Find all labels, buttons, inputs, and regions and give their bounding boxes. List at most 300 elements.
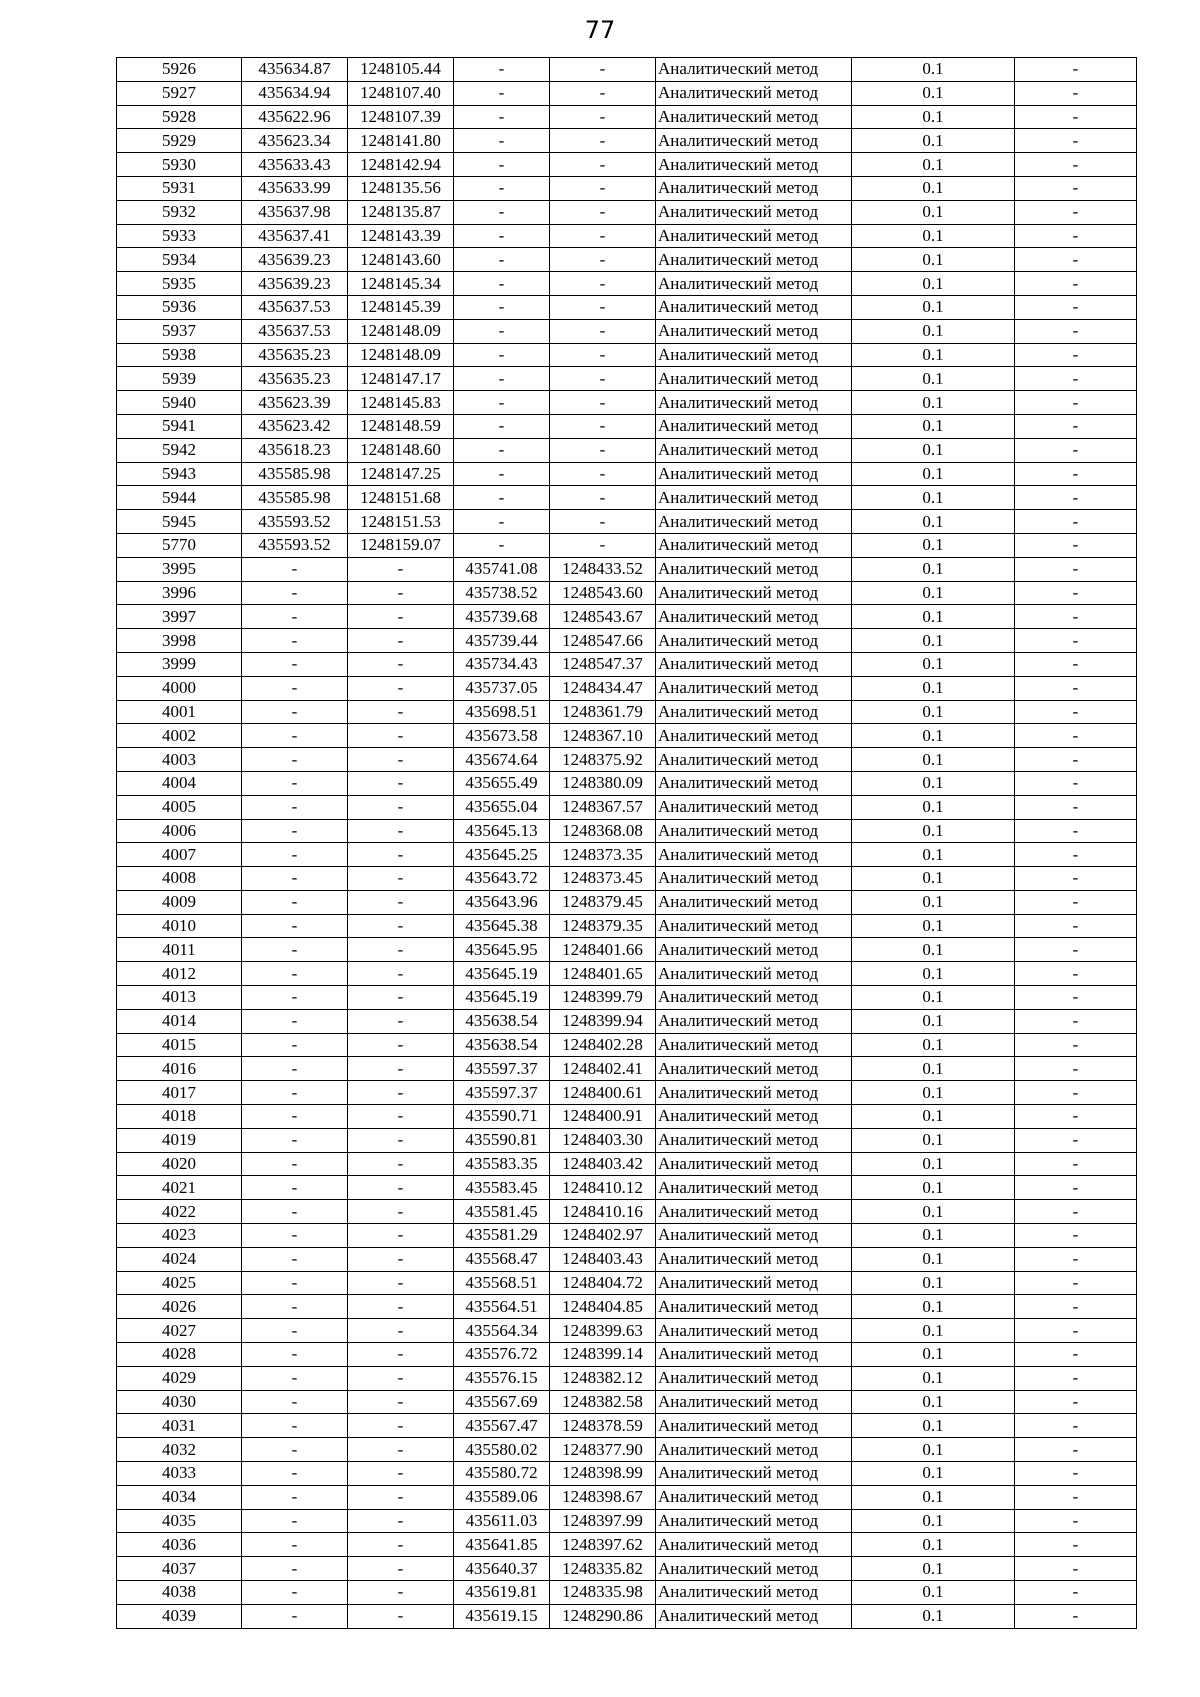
y-existing-cell: - (348, 748, 454, 772)
y-refined-cell: 1248382.58 (550, 1390, 656, 1414)
accuracy-cell: 0.1 (852, 1581, 1015, 1605)
x-refined-cell: 435590.81 (454, 1128, 550, 1152)
table-row (117, 391, 1137, 415)
y-refined-cell: 1248400.91 (550, 1105, 656, 1129)
table-row (117, 1224, 1137, 1248)
x-existing-cell: - (242, 771, 348, 795)
table-row (117, 367, 1137, 391)
point-number-cell: 5941 (117, 414, 242, 438)
method-cell: Аналитический метод (656, 1295, 852, 1319)
description-cell: - (1015, 724, 1137, 748)
y-refined-cell: 1248402.41 (550, 1057, 656, 1081)
accuracy-cell: 0.1 (852, 629, 1015, 653)
description-cell: - (1015, 224, 1137, 248)
table-row (117, 272, 1137, 296)
y-existing-cell: - (348, 1128, 454, 1152)
x-refined-cell: - (454, 81, 550, 105)
y-refined-cell: 1248401.66 (550, 938, 656, 962)
x-existing-cell: - (242, 962, 348, 986)
accuracy-cell: 0.1 (852, 1319, 1015, 1343)
y-existing-cell: - (348, 986, 454, 1010)
method-cell: Аналитический метод (656, 1081, 852, 1105)
accuracy-cell: 0.1 (852, 1033, 1015, 1057)
x-existing-cell: 435634.94 (242, 81, 348, 105)
method-cell: Аналитический метод (656, 343, 852, 367)
description-cell: - (1015, 1105, 1137, 1129)
accuracy-cell: 0.1 (852, 438, 1015, 462)
description-cell: - (1015, 462, 1137, 486)
description-cell: - (1015, 1152, 1137, 1176)
table-row (117, 1604, 1137, 1628)
y-existing-cell: - (348, 867, 454, 891)
y-refined-cell: 1248397.62 (550, 1533, 656, 1557)
x-refined-cell: 435583.45 (454, 1176, 550, 1200)
y-refined-cell: 1248399.79 (550, 986, 656, 1010)
y-refined-cell: 1248361.79 (550, 700, 656, 724)
y-refined-cell: - (550, 295, 656, 319)
method-cell: Аналитический метод (656, 1343, 852, 1367)
x-refined-cell: 435655.49 (454, 771, 550, 795)
x-refined-cell: 435597.37 (454, 1057, 550, 1081)
description-cell: - (1015, 391, 1137, 415)
point-number-cell: 4002 (117, 724, 242, 748)
accuracy-cell: 0.1 (852, 319, 1015, 343)
x-existing-cell: - (242, 1271, 348, 1295)
point-number-cell: 4039 (117, 1604, 242, 1628)
accuracy-cell: 0.1 (852, 391, 1015, 415)
y-refined-cell: - (550, 414, 656, 438)
y-existing-cell: - (348, 1319, 454, 1343)
point-number-cell: 3999 (117, 652, 242, 676)
x-refined-cell: 435590.71 (454, 1105, 550, 1129)
y-refined-cell: - (550, 391, 656, 415)
x-existing-cell: 435623.42 (242, 414, 348, 438)
method-cell: Аналитический метод (656, 652, 852, 676)
table-row (117, 1485, 1137, 1509)
y-existing-cell: 1248107.39 (348, 105, 454, 129)
method-cell: Аналитический метод (656, 938, 852, 962)
y-refined-cell: 1248397.99 (550, 1509, 656, 1533)
accuracy-cell: 0.1 (852, 248, 1015, 272)
point-number-cell: 5770 (117, 533, 242, 557)
x-existing-cell: 435635.23 (242, 343, 348, 367)
x-existing-cell: 435593.52 (242, 533, 348, 557)
x-existing-cell: 435585.98 (242, 462, 348, 486)
y-refined-cell: 1248403.30 (550, 1128, 656, 1152)
description-cell: - (1015, 248, 1137, 272)
x-existing-cell: - (242, 652, 348, 676)
point-number-cell: 4011 (117, 938, 242, 962)
method-cell: Аналитический метод (656, 58, 852, 82)
x-existing-cell: - (242, 1009, 348, 1033)
accuracy-cell: 0.1 (852, 1366, 1015, 1390)
accuracy-cell: 0.1 (852, 1009, 1015, 1033)
table-row (117, 58, 1137, 82)
point-number-cell: 4010 (117, 914, 242, 938)
method-cell: Аналитический метод (656, 1414, 852, 1438)
y-existing-cell: - (348, 1485, 454, 1509)
y-refined-cell: 1248402.28 (550, 1033, 656, 1057)
description-cell: - (1015, 652, 1137, 676)
description-cell: - (1015, 486, 1137, 510)
method-cell: Аналитический метод (656, 867, 852, 891)
y-refined-cell: 1248398.99 (550, 1462, 656, 1486)
description-cell: - (1015, 795, 1137, 819)
point-number-cell: 5936 (117, 295, 242, 319)
y-existing-cell: - (348, 1152, 454, 1176)
x-existing-cell: - (242, 1438, 348, 1462)
y-refined-cell: - (550, 81, 656, 105)
method-cell: Аналитический метод (656, 1462, 852, 1486)
description-cell: - (1015, 1414, 1137, 1438)
y-existing-cell: - (348, 795, 454, 819)
table-row (117, 1009, 1137, 1033)
table-row (117, 1105, 1137, 1129)
y-refined-cell: 1248401.65 (550, 962, 656, 986)
method-cell: Аналитический метод (656, 1485, 852, 1509)
accuracy-cell: 0.1 (852, 1485, 1015, 1509)
y-refined-cell: - (550, 224, 656, 248)
x-refined-cell: 435739.68 (454, 605, 550, 629)
y-refined-cell: 1248402.97 (550, 1224, 656, 1248)
point-number-cell: 4000 (117, 676, 242, 700)
x-refined-cell: 435738.52 (454, 581, 550, 605)
table-row (117, 200, 1137, 224)
point-number-cell: 5937 (117, 319, 242, 343)
description-cell: - (1015, 843, 1137, 867)
point-number-cell: 4021 (117, 1176, 242, 1200)
y-existing-cell: - (348, 1581, 454, 1605)
accuracy-cell: 0.1 (852, 1081, 1015, 1105)
method-cell: Аналитический метод (656, 224, 852, 248)
y-refined-cell: 1248373.45 (550, 867, 656, 891)
y-existing-cell: - (348, 1295, 454, 1319)
y-refined-cell: 1248398.67 (550, 1485, 656, 1509)
method-cell: Аналитический метод (656, 438, 852, 462)
table-row (117, 1128, 1137, 1152)
y-existing-cell: 1248147.25 (348, 462, 454, 486)
method-cell: Аналитический метод (656, 1319, 852, 1343)
y-existing-cell: - (348, 1247, 454, 1271)
table-row (117, 1319, 1137, 1343)
x-refined-cell: 435741.08 (454, 557, 550, 581)
y-existing-cell: - (348, 1414, 454, 1438)
description-cell: - (1015, 1581, 1137, 1605)
x-refined-cell: 435645.38 (454, 914, 550, 938)
y-refined-cell: 1248399.14 (550, 1343, 656, 1367)
method-cell: Аналитический метод (656, 248, 852, 272)
y-refined-cell: - (550, 438, 656, 462)
method-cell: Аналитический метод (656, 605, 852, 629)
accuracy-cell: 0.1 (852, 962, 1015, 986)
method-cell: Аналитический метод (656, 1152, 852, 1176)
method-cell: Аналитический метод (656, 414, 852, 438)
accuracy-cell: 0.1 (852, 462, 1015, 486)
method-cell: Аналитический метод (656, 771, 852, 795)
description-cell: - (1015, 771, 1137, 795)
table-row (117, 914, 1137, 938)
y-existing-cell: - (348, 652, 454, 676)
x-existing-cell: - (242, 629, 348, 653)
method-cell: Аналитический метод (656, 367, 852, 391)
x-refined-cell: 435580.72 (454, 1462, 550, 1486)
description-cell: - (1015, 1366, 1137, 1390)
y-existing-cell: 1248148.09 (348, 343, 454, 367)
x-refined-cell: - (454, 391, 550, 415)
y-refined-cell: 1248378.59 (550, 1414, 656, 1438)
accuracy-cell: 0.1 (852, 867, 1015, 891)
point-number-cell: 4026 (117, 1295, 242, 1319)
method-cell: Аналитический метод (656, 676, 852, 700)
description-cell: - (1015, 867, 1137, 891)
x-refined-cell: 435645.19 (454, 962, 550, 986)
x-existing-cell: 435639.23 (242, 272, 348, 296)
x-existing-cell: - (242, 819, 348, 843)
page-number: 77 (584, 16, 616, 44)
description-cell: - (1015, 81, 1137, 105)
description-cell: - (1015, 748, 1137, 772)
point-number-cell: 4018 (117, 1105, 242, 1129)
method-cell: Аналитический метод (656, 1557, 852, 1581)
point-number-cell: 4029 (117, 1366, 242, 1390)
y-refined-cell: 1248335.98 (550, 1581, 656, 1605)
description-cell: - (1015, 153, 1137, 177)
y-refined-cell: 1248290.86 (550, 1604, 656, 1628)
method-cell: Аналитический метод (656, 1271, 852, 1295)
table-row (117, 1557, 1137, 1581)
table-row (117, 533, 1137, 557)
y-existing-cell: 1248135.56 (348, 176, 454, 200)
accuracy-cell: 0.1 (852, 819, 1015, 843)
x-existing-cell: - (242, 1128, 348, 1152)
y-existing-cell: 1248135.87 (348, 200, 454, 224)
y-refined-cell: 1248547.66 (550, 629, 656, 653)
table-row (117, 819, 1137, 843)
point-number-cell: 5933 (117, 224, 242, 248)
point-number-cell: 5930 (117, 153, 242, 177)
x-existing-cell: - (242, 1105, 348, 1129)
method-cell: Аналитический метод (656, 724, 852, 748)
y-refined-cell: - (550, 200, 656, 224)
y-existing-cell: 1248107.40 (348, 81, 454, 105)
description-cell: - (1015, 700, 1137, 724)
accuracy-cell: 0.1 (852, 105, 1015, 129)
y-refined-cell: 1248543.60 (550, 581, 656, 605)
y-existing-cell: - (348, 843, 454, 867)
x-existing-cell: - (242, 700, 348, 724)
table-row (117, 605, 1137, 629)
point-number-cell: 4023 (117, 1224, 242, 1248)
x-existing-cell: 435637.98 (242, 200, 348, 224)
table-row (117, 748, 1137, 772)
y-refined-cell: 1248433.52 (550, 557, 656, 581)
accuracy-cell: 0.1 (852, 1343, 1015, 1367)
description-cell: - (1015, 272, 1137, 296)
description-cell: - (1015, 295, 1137, 319)
y-refined-cell: 1248410.16 (550, 1200, 656, 1224)
accuracy-cell: 0.1 (852, 1295, 1015, 1319)
point-number-cell: 4036 (117, 1533, 242, 1557)
description-cell: - (1015, 1224, 1137, 1248)
y-existing-cell: 1248145.83 (348, 391, 454, 415)
point-number-cell: 4006 (117, 819, 242, 843)
y-existing-cell: 1248142.94 (348, 153, 454, 177)
point-number-cell: 5928 (117, 105, 242, 129)
point-number-cell: 4017 (117, 1081, 242, 1105)
table-row (117, 1176, 1137, 1200)
x-existing-cell: - (242, 914, 348, 938)
point-number-cell: 4020 (117, 1152, 242, 1176)
y-existing-cell: - (348, 962, 454, 986)
table-row (117, 1509, 1137, 1533)
y-existing-cell: - (348, 1009, 454, 1033)
y-refined-cell: - (550, 462, 656, 486)
table-row (117, 1247, 1137, 1271)
y-refined-cell: 1248410.12 (550, 1176, 656, 1200)
accuracy-cell: 0.1 (852, 890, 1015, 914)
x-refined-cell: - (454, 462, 550, 486)
table-row (117, 153, 1137, 177)
point-number-cell: 5943 (117, 462, 242, 486)
y-existing-cell: - (348, 1366, 454, 1390)
point-number-cell: 4034 (117, 1485, 242, 1509)
x-existing-cell: - (242, 1533, 348, 1557)
x-existing-cell: - (242, 1557, 348, 1581)
y-refined-cell: 1248375.92 (550, 748, 656, 772)
y-existing-cell: 1248145.34 (348, 272, 454, 296)
x-refined-cell: 435576.15 (454, 1366, 550, 1390)
x-existing-cell: - (242, 1033, 348, 1057)
description-cell: - (1015, 914, 1137, 938)
method-cell: Аналитический метод (656, 1390, 852, 1414)
y-existing-cell: - (348, 1604, 454, 1628)
x-refined-cell: - (454, 319, 550, 343)
description-cell: - (1015, 1057, 1137, 1081)
x-refined-cell: - (454, 153, 550, 177)
x-refined-cell: 435640.37 (454, 1557, 550, 1581)
y-existing-cell: - (348, 581, 454, 605)
table-row (117, 176, 1137, 200)
point-number-cell: 5926 (117, 58, 242, 82)
table-row (117, 557, 1137, 581)
method-cell: Аналитический метод (656, 819, 852, 843)
description-cell: - (1015, 1604, 1137, 1628)
point-number-cell: 4033 (117, 1462, 242, 1486)
x-existing-cell: - (242, 1343, 348, 1367)
method-cell: Аналитический метод (656, 700, 852, 724)
accuracy-cell: 0.1 (852, 1247, 1015, 1271)
y-existing-cell: 1248147.17 (348, 367, 454, 391)
method-cell: Аналитический метод (656, 557, 852, 581)
accuracy-cell: 0.1 (852, 58, 1015, 82)
y-existing-cell: - (348, 724, 454, 748)
y-refined-cell: - (550, 176, 656, 200)
method-cell: Аналитический метод (656, 1438, 852, 1462)
y-refined-cell: 1248377.90 (550, 1438, 656, 1462)
x-existing-cell: - (242, 795, 348, 819)
accuracy-cell: 0.1 (852, 771, 1015, 795)
method-cell: Аналитический метод (656, 1057, 852, 1081)
accuracy-cell: 0.1 (852, 153, 1015, 177)
description-cell: - (1015, 1200, 1137, 1224)
table-row (117, 700, 1137, 724)
method-cell: Аналитический метод (656, 843, 852, 867)
method-cell: Аналитический метод (656, 748, 852, 772)
x-existing-cell: 435623.39 (242, 391, 348, 415)
table-row (117, 224, 1137, 248)
method-cell: Аналитический метод (656, 1176, 852, 1200)
method-cell: Аналитический метод (656, 129, 852, 153)
table-row (117, 295, 1137, 319)
method-cell: Аналитический метод (656, 629, 852, 653)
x-existing-cell: - (242, 986, 348, 1010)
y-existing-cell: - (348, 1224, 454, 1248)
x-refined-cell: - (454, 295, 550, 319)
accuracy-cell: 0.1 (852, 1271, 1015, 1295)
accuracy-cell: 0.1 (852, 1224, 1015, 1248)
table-row (117, 129, 1137, 153)
x-existing-cell: - (242, 1200, 348, 1224)
x-refined-cell: 435645.25 (454, 843, 550, 867)
x-existing-cell: - (242, 724, 348, 748)
x-existing-cell: - (242, 1581, 348, 1605)
accuracy-cell: 0.1 (852, 724, 1015, 748)
x-existing-cell: 435639.23 (242, 248, 348, 272)
point-number-cell: 4024 (117, 1247, 242, 1271)
y-refined-cell: - (550, 153, 656, 177)
x-existing-cell: - (242, 1485, 348, 1509)
y-refined-cell: 1248367.10 (550, 724, 656, 748)
description-cell: - (1015, 819, 1137, 843)
method-cell: Аналитический метод (656, 510, 852, 534)
table-row (117, 986, 1137, 1010)
x-existing-cell: 435622.96 (242, 105, 348, 129)
table-row (117, 1533, 1137, 1557)
point-number-cell: 4009 (117, 890, 242, 914)
x-refined-cell: 435645.13 (454, 819, 550, 843)
description-cell: - (1015, 1462, 1137, 1486)
y-existing-cell: - (348, 914, 454, 938)
table-row (117, 1200, 1137, 1224)
description-cell: - (1015, 1438, 1137, 1462)
table-row (117, 771, 1137, 795)
description-cell: - (1015, 367, 1137, 391)
x-existing-cell: - (242, 1509, 348, 1533)
x-existing-cell: 435637.53 (242, 295, 348, 319)
y-existing-cell: - (348, 1105, 454, 1129)
accuracy-cell: 0.1 (852, 843, 1015, 867)
table-row (117, 652, 1137, 676)
y-existing-cell: - (348, 1057, 454, 1081)
method-cell: Аналитический метод (656, 795, 852, 819)
method-cell: Аналитический метод (656, 272, 852, 296)
y-existing-cell: - (348, 938, 454, 962)
y-existing-cell: 1248159.07 (348, 533, 454, 557)
x-refined-cell: 435581.29 (454, 1224, 550, 1248)
point-number-cell: 5939 (117, 367, 242, 391)
method-cell: Аналитический метод (656, 153, 852, 177)
point-number-cell: 5945 (117, 510, 242, 534)
point-number-cell: 4038 (117, 1581, 242, 1605)
x-refined-cell: - (454, 533, 550, 557)
y-existing-cell: 1248151.53 (348, 510, 454, 534)
table-row (117, 438, 1137, 462)
y-existing-cell: 1248151.68 (348, 486, 454, 510)
y-refined-cell: - (550, 367, 656, 391)
table-row (117, 724, 1137, 748)
point-number-cell: 5944 (117, 486, 242, 510)
method-cell: Аналитический метод (656, 890, 852, 914)
